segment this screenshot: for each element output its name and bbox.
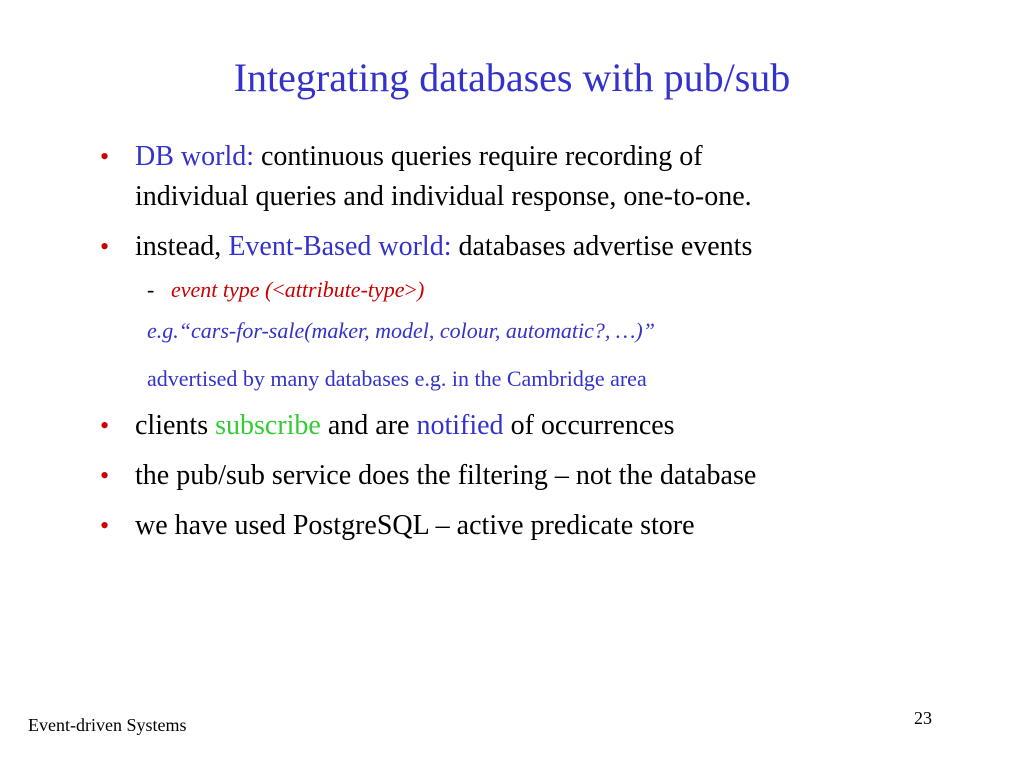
sub-bullet-dash: - — [147, 277, 155, 302]
occurrences-label: of occurrences — [510, 410, 675, 441]
db-world-line1: continuous queries require recording of — [261, 141, 703, 172]
and-are-label: and are — [327, 410, 410, 441]
bullet-marker: • — [100, 142, 110, 171]
footer-title: Event-driven Systems — [28, 715, 187, 735]
db-world-label: DB world: — [135, 141, 254, 172]
bullet-marker: • — [100, 232, 110, 261]
advertise-events-text: databases advertise events — [458, 231, 753, 262]
clients-label: clients — [135, 410, 209, 441]
bullet-marker: • — [100, 461, 110, 490]
event-type-text: event type ( — [171, 277, 273, 302]
advertised-line: advertised by many databases e.g. in the Cambridge area — [147, 366, 647, 391]
gt-sign: > — [404, 277, 417, 302]
bullet-marker: • — [100, 411, 110, 440]
bullet-text: we have used PostgreSQL – active predicate store — [135, 510, 695, 541]
bullet-marker: • — [100, 511, 110, 540]
page-number: 23 — [914, 708, 932, 728]
subscribe-label: subscribe — [215, 410, 321, 441]
instead-label: instead, — [135, 231, 222, 262]
bullet-text: the pub/sub service does the filtering – not the database — [135, 460, 757, 491]
example-line: e.g.“cars-for-sale(maker, model, colour, automatic?, …)” — [147, 318, 655, 343]
slide-title: Integrating databases with pub/sub — [233, 55, 791, 100]
event-based-world-label: Event-Based world: — [228, 231, 452, 262]
bullet-text — [135, 227, 955, 267]
db-world-line2: individual queries and individual response, one-to-one. — [135, 181, 752, 212]
notified-label: notified — [416, 410, 504, 441]
bullet-clients — [100, 406, 960, 446]
bullet-event-based — [100, 227, 960, 267]
bullet-text — [135, 406, 955, 446]
attribute-type-text: attribute-type — [284, 277, 405, 302]
close-paren: ) — [416, 277, 425, 302]
bullet-postgresql — [100, 506, 960, 546]
bullet-text — [135, 137, 955, 217]
bullet-db-world — [100, 137, 960, 217]
bullet-filtering — [100, 456, 960, 496]
event-type-line — [171, 275, 424, 305]
lt-sign: < — [272, 277, 285, 302]
